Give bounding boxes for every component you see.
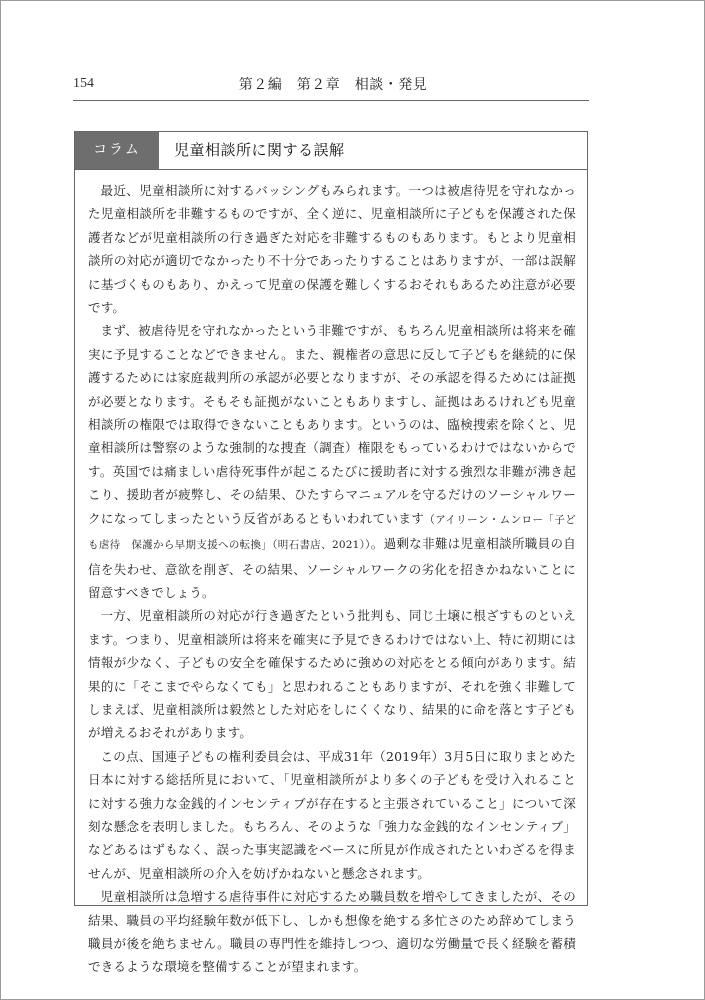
running-title: 第２編 第２章 相談・発見 bbox=[238, 77, 428, 93]
column-body bbox=[88, 179, 576, 979]
paragraph-text: 児童相談所は急増する虐待事件に対応するため職員数を増やしてきましたが、その結果、職員の平均経験年数が低下し、しかも想像を絶する多忙さのため辞めてしまう職員が後を絶ちません。職員の専門性を維持しつつ、適切な労働量で長く経験を蓄積できるような環境を整備することが望まれます。 bbox=[88, 889, 576, 975]
paragraph-text: この点、国連子どもの権利委員会は、平成31年（2019年）3月5日に取りまとめた日本に対する総括所見において、「児童相談所がより多くの子どもを受け入れることに対する強力な金銭的インセンティブが存在すると主張されていること」について深刻な懸念を表明しました。もちろん、そのような「強力な金銭的なインセンティブ」などあるはずもなく、誤った事実認識をベースに所見が作成されたといわざるを得ませんが、児童相談所の介入を妨げかねないと懸念されます。 bbox=[88, 748, 576, 881]
column-box bbox=[74, 131, 588, 975]
paragraph-text: まず、被虐待児を守れなかったという非難ですが、もちろん児童相談所は将来を確実に予見することなどできません。また、親権者の意思に反して子どもを継続的に保護するためには家庭裁判所の承認が必要となりますが、その承認を得るためには証拠が必要となります。そもそも証拠がないこともありますし、証拠はあるけれども児童相談所の権限では取得できないこともあります。というのは、臨検捜索を除くと、児童相談所は警察のような強制的な捜査（調査）権限をもっているわけではないからです。英国では痛ましい虐待死事件が起こるたびに援助者に対する強烈な非難が沸き起こり、援助者が疲弊し、その結果、ひたすらマニュアルを守るだけのソーシャルワークになってしまったという反省があるともいわれています bbox=[88, 323, 576, 526]
paragraph-5 bbox=[88, 885, 576, 979]
page-header bbox=[73, 72, 589, 98]
paragraph-3 bbox=[88, 604, 576, 744]
page-number: 154 bbox=[73, 76, 94, 91]
column-tag: コラム bbox=[75, 132, 159, 169]
citation: （アイリーン・ムンロー「子ども虐待 保護から早期支援への転換」（明石書店、2021）） bbox=[88, 513, 576, 552]
column-header bbox=[75, 132, 587, 170]
paragraph-text: 一方、児童相談所の対応が行き過ぎたという批判も、同じ土壌に根ざすものといえます。つまり、児童相談所は将来を確実に予見できるわけではない上、特に初期には情報が少なく、子どもの安全を確保するために強めの対応をとる傾向があります。結果的に「そこまでやらなくても」と思われることもありますが、それを強く非難してしまえば、児童相談所は毅然とした対応をしにくくなり、結果的に命を落とす子どもが増えるおそれがあります。 bbox=[88, 608, 576, 741]
paragraph-text: 最近、児童相談所に対するバッシングもみられます。一つは被虐待児を守れなかった児童相談所を非難するものですが、全く逆に、児童相談所に子どもを保護された保護者などが児童相談所の行き過ぎた対応を非難するものもあります。もとより児童相談所の対応が適切でなかったり不十分であったりすることはありますが、一部は誤解に基づくものもあり、かえって児童の保護を難しくするおそれもあるため注意が必要です。 bbox=[88, 183, 576, 316]
paragraph-1 bbox=[88, 179, 576, 319]
paragraph-4 bbox=[88, 745, 576, 885]
column-title: 児童相談所に関する誤解 bbox=[174, 141, 345, 159]
paragraph-text-after-citation: 。過剰な非難は児童相談所職員の自信を失わせ、意欲を削ぎ、その結果、ソーシャルワークの劣化を招きかねないことに留意すべきでしょう。 bbox=[88, 536, 576, 600]
header-rule bbox=[73, 100, 589, 101]
paragraph-2 bbox=[88, 319, 576, 604]
